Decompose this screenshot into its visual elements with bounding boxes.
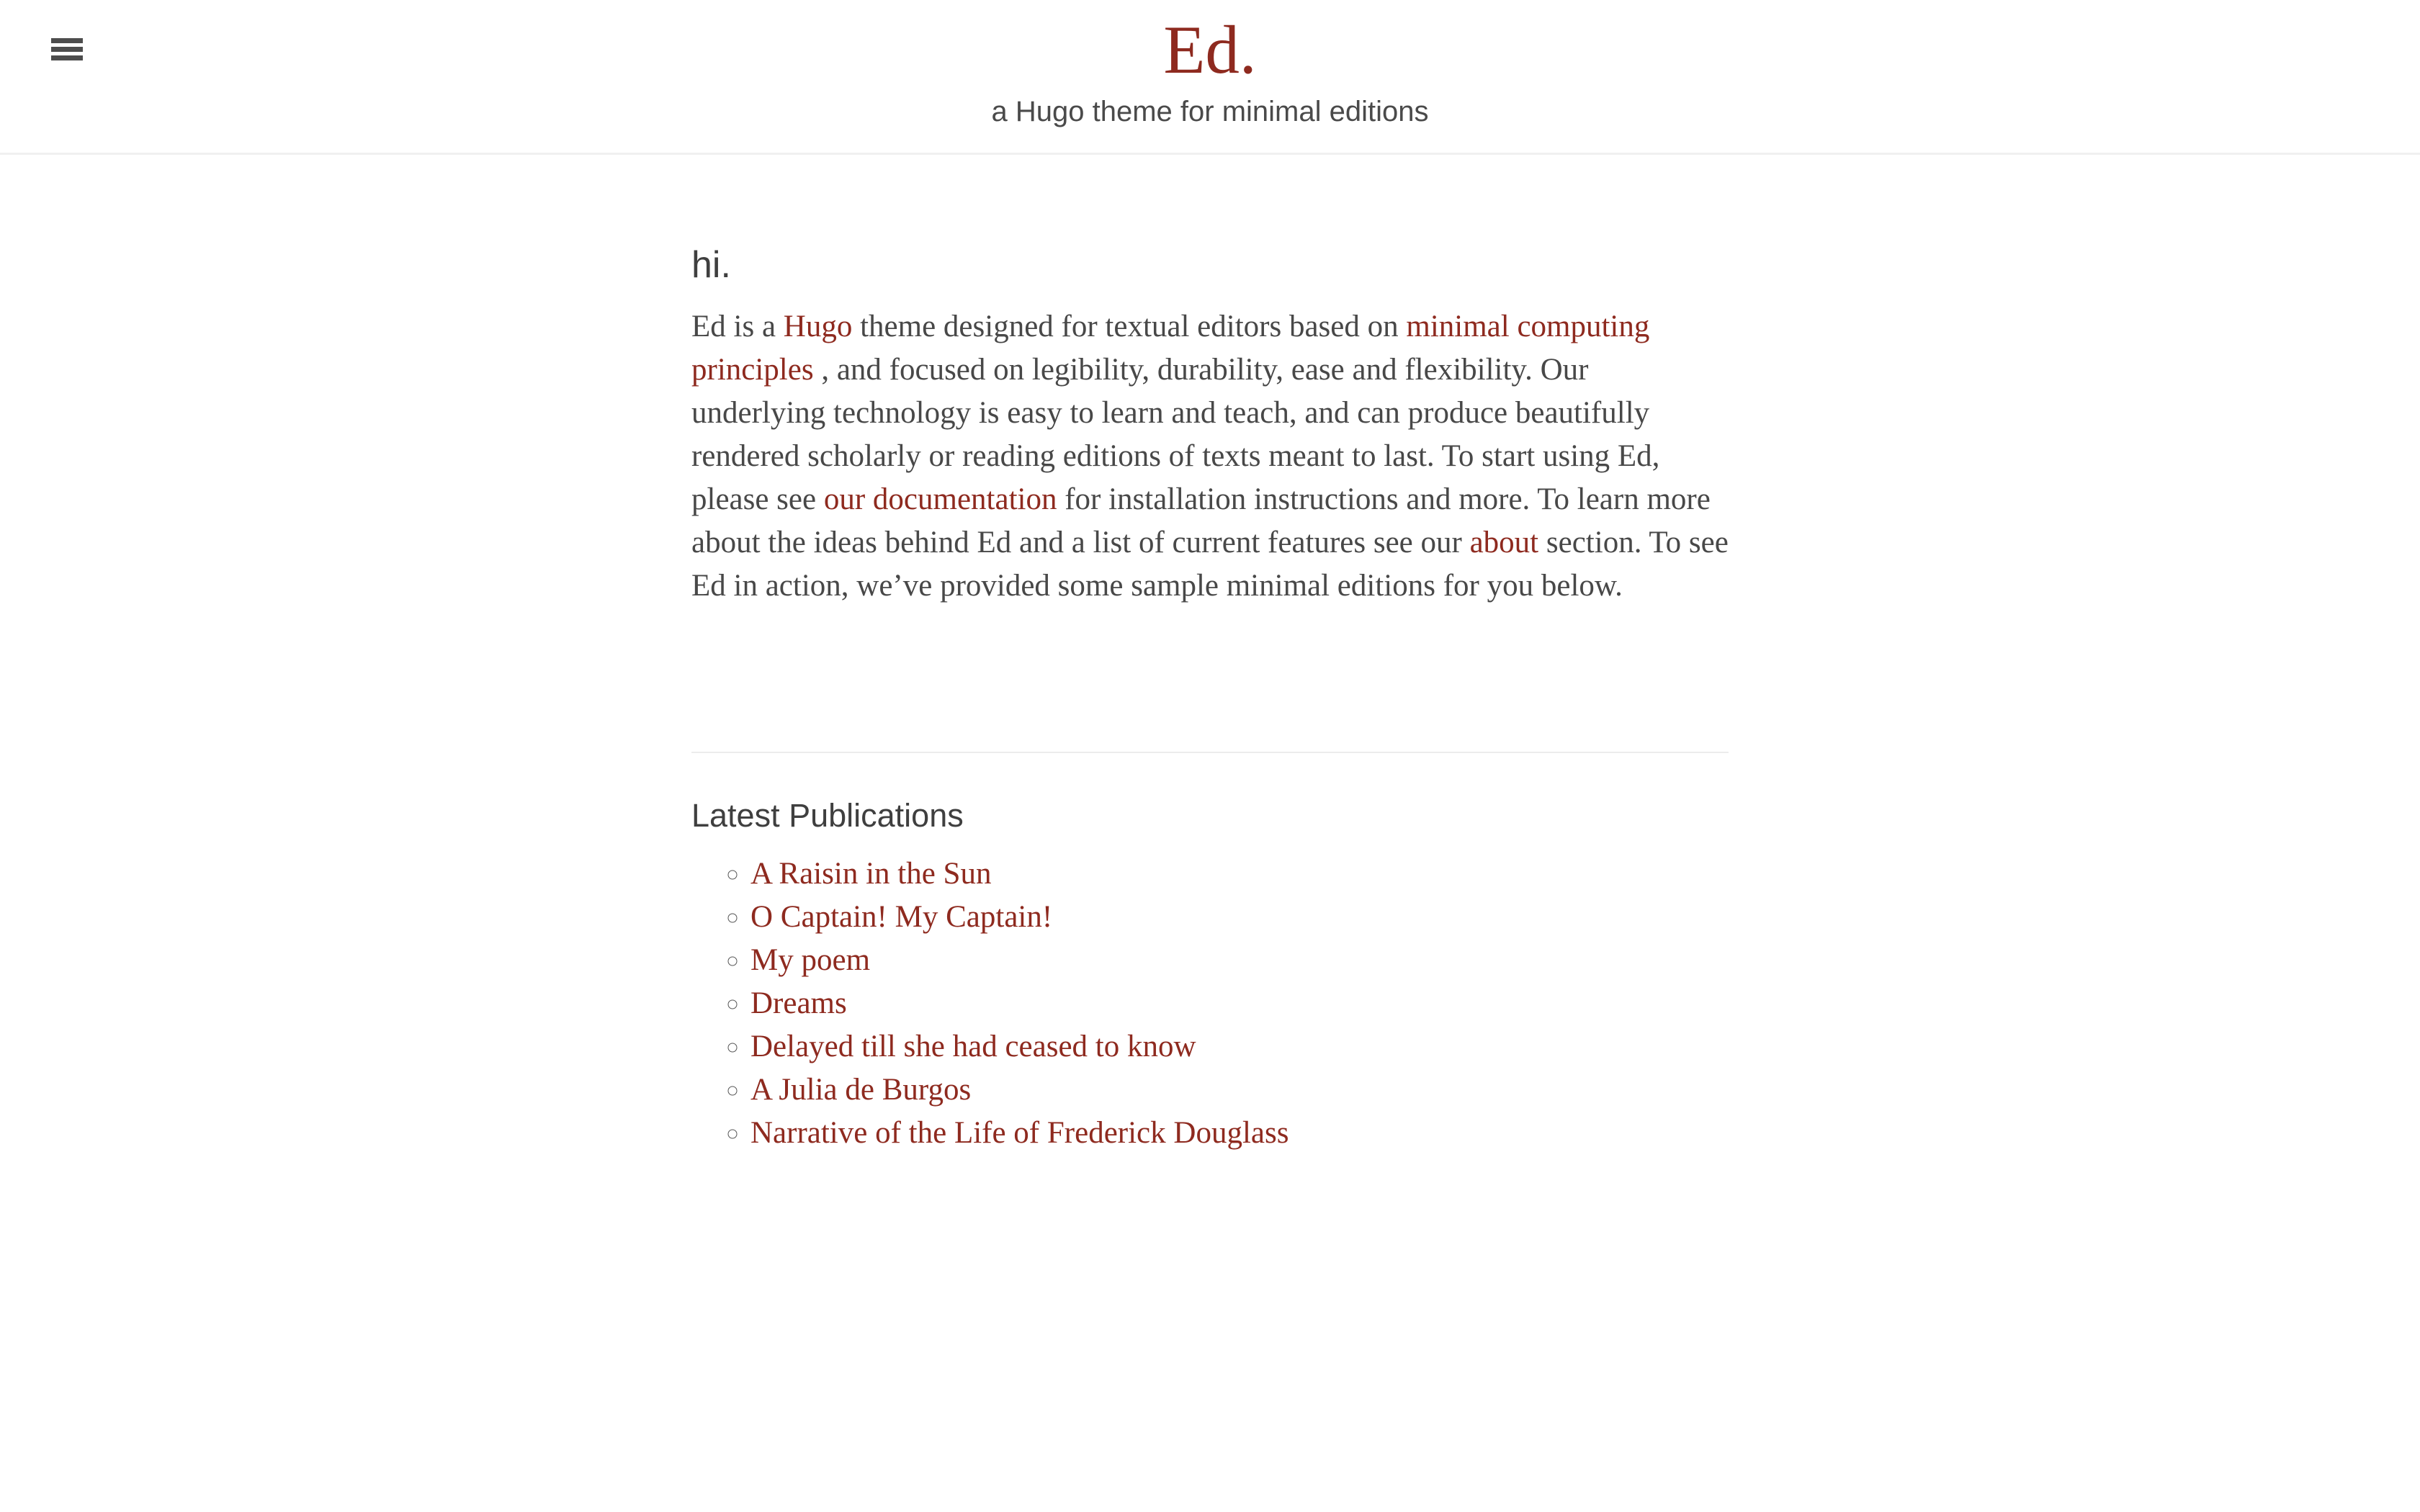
- list-item: [750, 1068, 1729, 1112]
- list-item: [750, 1025, 1729, 1068]
- list-item: [750, 982, 1729, 1025]
- list-item: [750, 1112, 1729, 1155]
- menu-icon-bar: [51, 55, 83, 60]
- page-title: hi.: [691, 244, 731, 286]
- link-hugo[interactable]: Hugo: [783, 310, 853, 343]
- menu-icon-bar: [51, 38, 83, 43]
- site-title[interactable]: Ed.: [1163, 12, 1257, 88]
- main-content: [691, 155, 1729, 1155]
- publications-list: [691, 852, 1729, 1155]
- publication-link[interactable]: A Julia de Burgos: [750, 1073, 972, 1107]
- link-about[interactable]: about: [1469, 526, 1539, 559]
- link-our-documentation[interactable]: our documentation: [823, 482, 1057, 516]
- list-item: [750, 852, 1729, 896]
- list-item: [750, 896, 1729, 939]
- link-minimal-computing-principles[interactable]: minimal computing principles: [691, 310, 1650, 387]
- section-divider: [691, 752, 1729, 753]
- publication-link[interactable]: Delayed till she had ceased to know: [750, 1030, 1196, 1063]
- publication-link[interactable]: My poem: [750, 943, 871, 977]
- publication-link[interactable]: A Raisin in the Sun: [750, 857, 992, 891]
- menu-icon[interactable]: [51, 38, 83, 60]
- publication-link[interactable]: Narrative of the Life of Frederick Douglass: [750, 1116, 1289, 1150]
- publication-link[interactable]: O Captain! My Captain!: [750, 900, 1053, 934]
- site-subtitle: a Hugo theme for minimal editions: [991, 96, 1429, 127]
- intro-paragraph: Ed is a Hugo theme designed for textual editors based on minimal computing principles , and focused on legibility, durability, ease and flexibility. Our underlying technology is easy to learn and teach, and can produce beautifully rendered scholarly or reading editions of texts meant to last. To start using Ed, please see our documentation for installation instructions and more. To learn more about the ideas behind Ed and a list of current features see our about section. To see Ed in action, we’ve provided some sample minimal editions for you below.: [691, 310, 1729, 603]
- menu-icon-bar: [51, 47, 83, 52]
- site-header: [0, 0, 2420, 155]
- publication-link[interactable]: Dreams: [750, 986, 847, 1020]
- publications-heading: Latest Publications: [691, 797, 964, 834]
- list-item: [750, 939, 1729, 982]
